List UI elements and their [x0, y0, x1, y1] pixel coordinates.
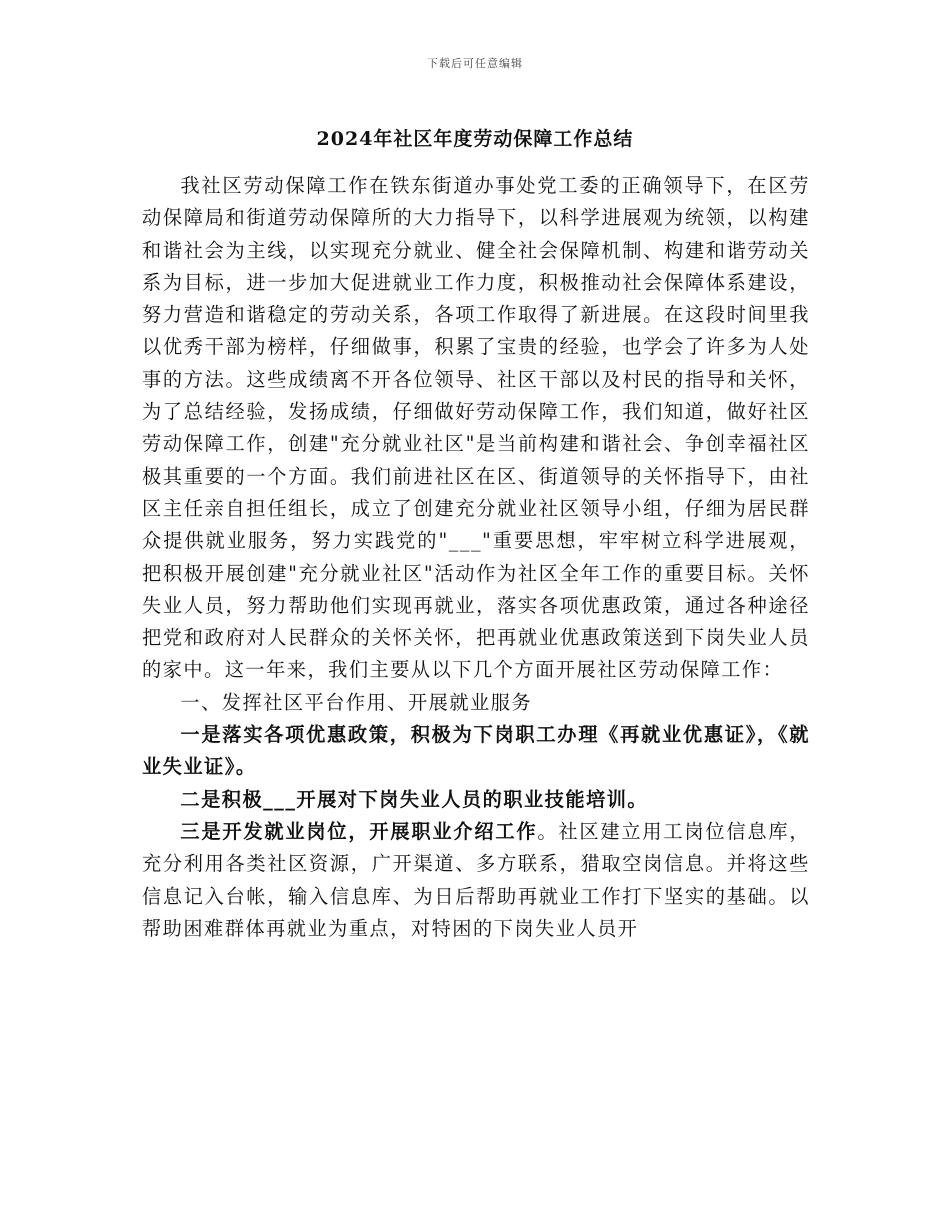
item-lead: 三是开发就业岗位，开展职业介绍工作: [180, 819, 538, 843]
list-item: 一是落实各项优惠政策，积极为下岗职工办理《再就业优惠证》，《就业失业证》。: [142, 723, 810, 779]
intro-paragraph: 我社区劳动保障工作在铁东街道办事处党工委的正确领导下，在区劳动保障局和街道劳动保障所的大力指导下，以科学进展观为统领，以构建和谐社会为主线，以实现充分就业、健全社会保障机制、构建和谐劳动关系为目标，进一步加大促进就业工作力度，积极推动社会保障体系建设，努力营造和谐稳定的劳动关系，各项工作取得了新进展。在这段时间里我以优秀干部为榜样，仔细做事，积累了宝贵的经验，也学会了许多为人处事的方法。这些成绩离不开各位领导、社区干部以及村民的指导和关怀，为了总结经验，发扬成绩，仔细做好劳动保障工作，我们知道，做好社区劳动保障工作，创建"充分就业社区"是当前构建和谐社会、争创幸福社区极其重要的一个方面。我们前进社区在区、街道领导的关怀指导下，由社区主任亲自担任组长，成立了创建充分就业社区领导小组，仔细为居民群众提供就业服务，努力实践党的"___"重要思想，牢牢树立科学进展观，把积极开展创建"充分就业社区"活动作为社区全年工作的重要目标。关怀失业人员，努力帮助他们实现再就业，落实各项优惠政策，通过各种途径把党和政府对人民群众的关怀关怀，把再就业优惠政策送到下岗失业人员的家中。这一年来，我们主要从以下几个方面开展社区劳动保障工作：: [142, 174, 810, 682]
item-body: 。社区建立用工岗位信息库，充分利用各类社区资源，广开渠道、多方联系，猎取空岗信息。并将这些信息记入台帐，输入信息库、为日后帮助再就业工作打下坚实的基础。以帮助困难群体再就业为重点，对特困的下岗失业人员开: [142, 819, 811, 940]
section-heading: 一、发挥社区平台作用、开展就业服务: [180, 690, 533, 714]
list-item: 二是积极___开展对下岗失业人员的职业技能培训。: [180, 787, 649, 811]
list-item: [142, 816, 810, 945]
document-body: [142, 170, 810, 945]
header-note: 下载后可任意编辑: [427, 57, 523, 70]
document-title: 2024年社区年度劳动保障工作总结: [316, 128, 634, 150]
